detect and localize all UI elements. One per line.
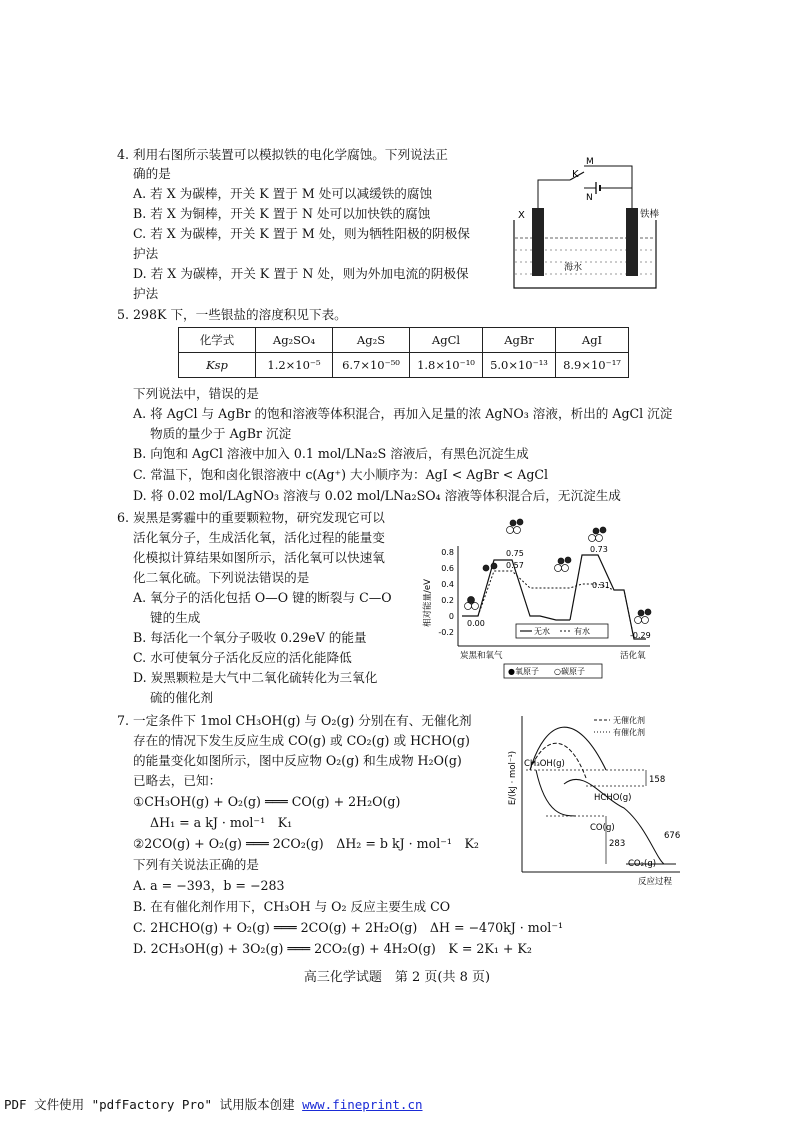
q7-stem-line2: 存在的情况下发生反应生成 CO(g) 或 CO₂(g) 或 HCHO(g) [133, 733, 470, 748]
electrode-iron [626, 208, 638, 276]
q5-option-c: C. 常温下，饱和卤化银溶液中 c(Ag⁺) 大小顺序为：AgI < AgBr < AgCl [133, 467, 549, 482]
y-axis-label: E/(kJ · mol⁻¹) [508, 750, 518, 806]
q4-stem-line2: 确的是 [133, 166, 171, 181]
x-label-left: 炭黑和氧气 [460, 651, 503, 661]
q6-stem-line2: 活化氧分子，生成活化氧，活化过程的能量变 [133, 530, 385, 545]
q7-stem-line4: 已略去，已知： [133, 773, 222, 788]
page-number: 高三化学试题 第 2 页(共 8 页) [303, 970, 491, 985]
header-cell: AgBr [483, 328, 556, 353]
legend-item: 有催化剂 [613, 728, 645, 737]
ksp-label-cell: Ksp [179, 353, 256, 378]
label-co2: CO₂(g) [628, 859, 657, 869]
value-label: 0.75 [506, 549, 524, 558]
q4-option-c-line2: 护法 [133, 246, 159, 261]
label-seawater: 海水 [564, 263, 583, 273]
label-co: CO(g) [590, 823, 615, 833]
table-cell: 6.7×10⁻⁵⁰ [333, 353, 410, 378]
q5-option-d: D. 将 0.02 mol/LAgNO₃ 溶液与 0.02 mol/LNa₂SO₄ 溶液等体积混合后，无沉淀生成 [133, 488, 621, 503]
q7-energy-figure [506, 708, 686, 888]
table-cell: 1.8×10⁻¹⁰ [410, 353, 483, 378]
ksp-table [178, 327, 629, 378]
q7-stem-line3: 的能量变化如图所示，图中反应物 O₂(g) 和生成物 H₂O(g) [133, 753, 462, 768]
q4-option-c-line1: C. 若 X 为碳棒，开关 K 置于 M 处，则为牺牲阳极的阴极保 [133, 226, 470, 241]
q4-option-d-line2: 护法 [133, 286, 159, 301]
q6-option-b: B. 每活化一个氧分子吸收 0.29eV 的能量 [133, 630, 367, 645]
value-label: -0.29 [630, 631, 651, 640]
q6-option-a-line2: 键的生成 [150, 610, 201, 625]
value-label: 0.00 [467, 619, 485, 628]
q7-stem-line1: 7. 一定条件下 1mol CH₃OH(g) 与 O₂(g) 分别在有、无催化剂 [117, 713, 472, 728]
q7-option-d: D. 2CH₃OH(g) + 3O₂(g) ═══ 2CO₂(g) + 4H₂O(g) K = 2K₁ + K₂ [133, 941, 532, 956]
value-label: 0.73 [590, 545, 608, 554]
q5-option-a-line1: A. 将 AgCl 与 AgBr 的饱和溶液等体积混合，再加入足量的浓 AgNO₃ 溶液，析出的 AgCl 沉淀 [133, 406, 673, 421]
y-axis-label: 相对能量/eV [423, 579, 433, 627]
x-label-right: 活化氧 [620, 651, 646, 661]
y-tick: 0.2 [441, 596, 454, 605]
header-cell: Ag₂S [333, 328, 410, 353]
atom-key-oxygen: ●氧原子 [508, 667, 539, 676]
q7-equation-2: ②2CO(g) + O₂(g) ═══ 2CO₂(g) ΔH₂ = b kJ · mol⁻¹ K₂ [133, 836, 479, 851]
label-hcho: HCHO(g) [594, 793, 632, 803]
q7-option-c: C. 2HCHO(g) + O₂(g) ═══ 2CO(g) + 2H₂O(g) ΔH = −470kJ · mol⁻¹ [133, 920, 564, 935]
q6-stem-line3: 化模拟计算结果如图所示，活化氧可以快速氧 [133, 550, 385, 565]
pdf-note-text: PDF 文件使用 "pdfFactory Pro" 试用版本创建 [4, 1097, 303, 1112]
x-axis-label: 反应过程 [638, 877, 673, 887]
label-ch3oh: CH₃OH(g) [524, 759, 565, 769]
q6-option-a-line1: A. 氧分子的活化包括 O—O 键的断裂与 C—O [133, 590, 392, 605]
legend-item: 无水 [534, 627, 550, 636]
value-158: 158 [649, 775, 666, 785]
table-cell: 5.0×10⁻¹³ [483, 353, 556, 378]
label-n: N [586, 193, 593, 203]
y-tick: 0.4 [441, 580, 454, 589]
electrode-x [532, 208, 544, 276]
q4-option-b: B. 若 X 为铜棒，开关 K 置于 N 处可以加快铁的腐蚀 [133, 206, 431, 221]
y-tick: 0.8 [441, 548, 454, 557]
legend-item: 无催化剂 [613, 716, 645, 725]
table-cell: 1.2×10⁻⁵ [256, 353, 333, 378]
label-iron: 铁棒 [640, 209, 660, 220]
q4-stem-line1: 4. 利用右图所示装置可以模拟铁的电化学腐蚀。下列说法正 [117, 147, 448, 162]
q7-option-a: A. a = −393，b = −283 [133, 878, 285, 893]
y-tick: 0 [448, 612, 454, 621]
q7-equation-1: ①CH₃OH(g) + O₂(g) ═══ CO(g) + 2H₂O(g) [133, 794, 401, 809]
q6-stem-line1: 6. 炭黑是雾霾中的重要颗粒物，研究发现它可以 [117, 510, 385, 525]
q4-apparatus-figure [500, 150, 670, 295]
value-label: 0.31 [592, 581, 610, 590]
table-cell: 8.9×10⁻¹⁷ [556, 353, 629, 378]
pdf-watermark-note [4, 1095, 423, 1113]
q7-option-b: B. 在有催化剂作用下，CH₃OH 与 O₂ 反应主要生成 CO [133, 899, 451, 914]
q6-option-c: C. 水可使氧分子活化反应的活化能降低 [133, 650, 352, 665]
q7-equation-1-dh: ΔH₁ = a kJ · mol⁻¹ K₁ [150, 815, 293, 830]
header-cell: 化学式 [179, 328, 256, 353]
q5-question: 下列说法中，错误的是 [133, 386, 259, 401]
q4-option-a: A. 若 X 为碳棒，开关 K 置于 M 处可以减缓铁的腐蚀 [133, 186, 433, 201]
molecule-cluster-icon [465, 519, 652, 624]
table-row [179, 353, 629, 378]
label-x: X [518, 210, 525, 221]
table-header-row [179, 328, 629, 353]
label-m: M [586, 157, 594, 167]
legend-item: 有水 [574, 627, 590, 636]
atom-key-carbon: ○碳原子 [554, 667, 585, 676]
q6-option-d-line2: 硫的催化剂 [150, 690, 213, 705]
value-676: 676 [664, 831, 681, 841]
q6-energy-figure [420, 508, 655, 686]
value-label: 0.57 [506, 561, 524, 570]
label-k: K [572, 169, 579, 180]
y-tick: -0.2 [438, 628, 454, 637]
q4-option-d-line1: D. 若 X 为碳棒，开关 K 置于 N 处，则为外加电流的阴极保 [133, 266, 469, 281]
q5-stem: 5. 298K 下，一些银盐的溶度积见下表。 [117, 307, 347, 322]
value-283: 283 [609, 839, 626, 849]
y-tick: 0.6 [441, 564, 454, 573]
q6-option-d-line1: D. 炭黑颗粒是大气中二氧化硫转化为三氧化 [133, 670, 378, 685]
fineprint-link[interactable]: www.fineprint.cn [302, 1097, 423, 1112]
q5-option-b: B. 向饱和 AgCl 溶液中加入 0.1 mol/LNa₂S 溶液后，有黑色沉淀生成 [133, 446, 529, 461]
q7-question: 下列有关说法正确的是 [133, 857, 259, 872]
q6-stem-line4: 化二氧化硫。下列说法错误的是 [133, 570, 310, 585]
header-cell: AgI [556, 328, 629, 353]
header-cell: Ag₂SO₄ [256, 328, 333, 353]
header-cell: AgCl [410, 328, 483, 353]
q5-option-a-line2: 物质的量少于 AgBr 沉淀 [150, 426, 292, 441]
